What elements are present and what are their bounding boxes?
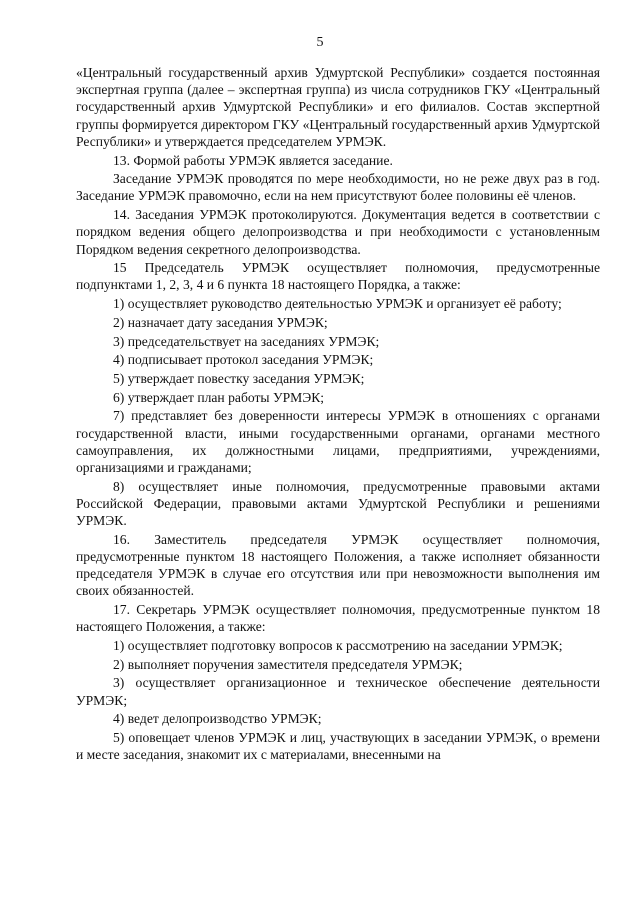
list-item-chairman-7: 7) представляет без доверенности интересы УРМЭК в отношениях с органами государственной власти, иными государственными органами, органами местного самоуправления, их должностными лицами, предприятиями, учреждениями, организациями и гражданами;	[76, 408, 600, 475]
list-item-chairman-1: 1) осуществляет руководство деятельностью УРМЭК и организует её работу;	[113, 296, 562, 312]
list-item-secretary-1: 1) осуществляет подготовку вопросов к рассмотрению на заседании УРМЭК;	[113, 638, 563, 653]
list-item-secretary-5: 5) оповещает членов УРМЭК и лиц, участвующих в заседании УРМЭК, о времени и месте заседания, знакомит их с материалами, внесенными на	[76, 730, 600, 763]
list-item-secretary-3: 3) осуществляет организационное и техническое обеспечение деятельности УРМЭК;	[76, 675, 600, 708]
paragraph-item-16: 16. Заместитель председателя УРМЭК осуществляет полномочия, предусмотренные пунктом 18 настоящего Положения, а также исполняет обязанности председателя УРМЭК в случае его отсутствия или при невозможности выполнения им своих обязанностей.	[76, 531, 600, 599]
page-number: 5	[316, 35, 324, 50]
list-item-secretary-4: 4) ведет делопроизводство УРМЭК;	[113, 711, 322, 727]
document-body	[76, 64, 600, 765]
list-item-chairman-5: 5) утверждает повестку заседания УРМЭК;	[113, 370, 365, 386]
paragraph-item-14: 14. Заседания УРМЭК протоколируются. Документация ведется в соответствии с порядком ведения общего делопроизводства и при необходимости с установленным Порядком ведения секретного делопроизводства.	[76, 207, 600, 257]
list-item-chairman-2: 2) назначает дату заседания УРМЭК;	[113, 314, 328, 330]
list-item-chairman-6: 6) утверждает план работы УРМЭК;	[113, 389, 325, 405]
list-item-chairman-8: 8) осуществляет иные полномочия, предусмотренные правовыми актами Российской Федерации, правовыми актами Удмуртской Республики и решениями УРМЭК.	[76, 478, 600, 529]
paragraph-item-15: 15 Председатель УРМЭК осуществляет полномочия, предусмотренные подпунктами 1, 2, 3, 4 и 6 пункта 18 настоящего Порядка, а также:	[76, 260, 600, 293]
list-item-chairman-3: 3) председательствует на заседаниях УРМЭК;	[113, 333, 380, 349]
paragraph-continuation: «Центральный государственный архив Удмуртской Республики» создается постоянная экспертная группа (далее – экспертная группа) из числа сотрудников ГКУ «Центральный государственный архив Удмуртской Республики» и его филиалов. Состав экспертной группы формируется директором ГКУ «Центральный государственный архив Удмуртской Республики» и утверждается председателем УРМЭК.	[76, 65, 600, 149]
list-item-chairman-4: 4) подписывает протокол заседания УРМЭК;	[113, 352, 374, 368]
paragraph-item-13: 13. Формой работы УРМЭК является заседание.	[113, 152, 393, 168]
paragraph-meeting-schedule: Заседание УРМЭК проводятся по мере необходимости, но не реже двух раз в год. Заседание УРМЭК правомочно, если на нем присутствуют более половины её членов.	[76, 171, 600, 204]
list-item-secretary-2: 2) выполняет поручения заместителя председателя УРМЭК;	[113, 656, 463, 672]
paragraph-item-17: 17. Секретарь УРМЭК осуществляет полномочия, предусмотренные пунктом 18 настоящего Положения, а также:	[76, 602, 600, 635]
